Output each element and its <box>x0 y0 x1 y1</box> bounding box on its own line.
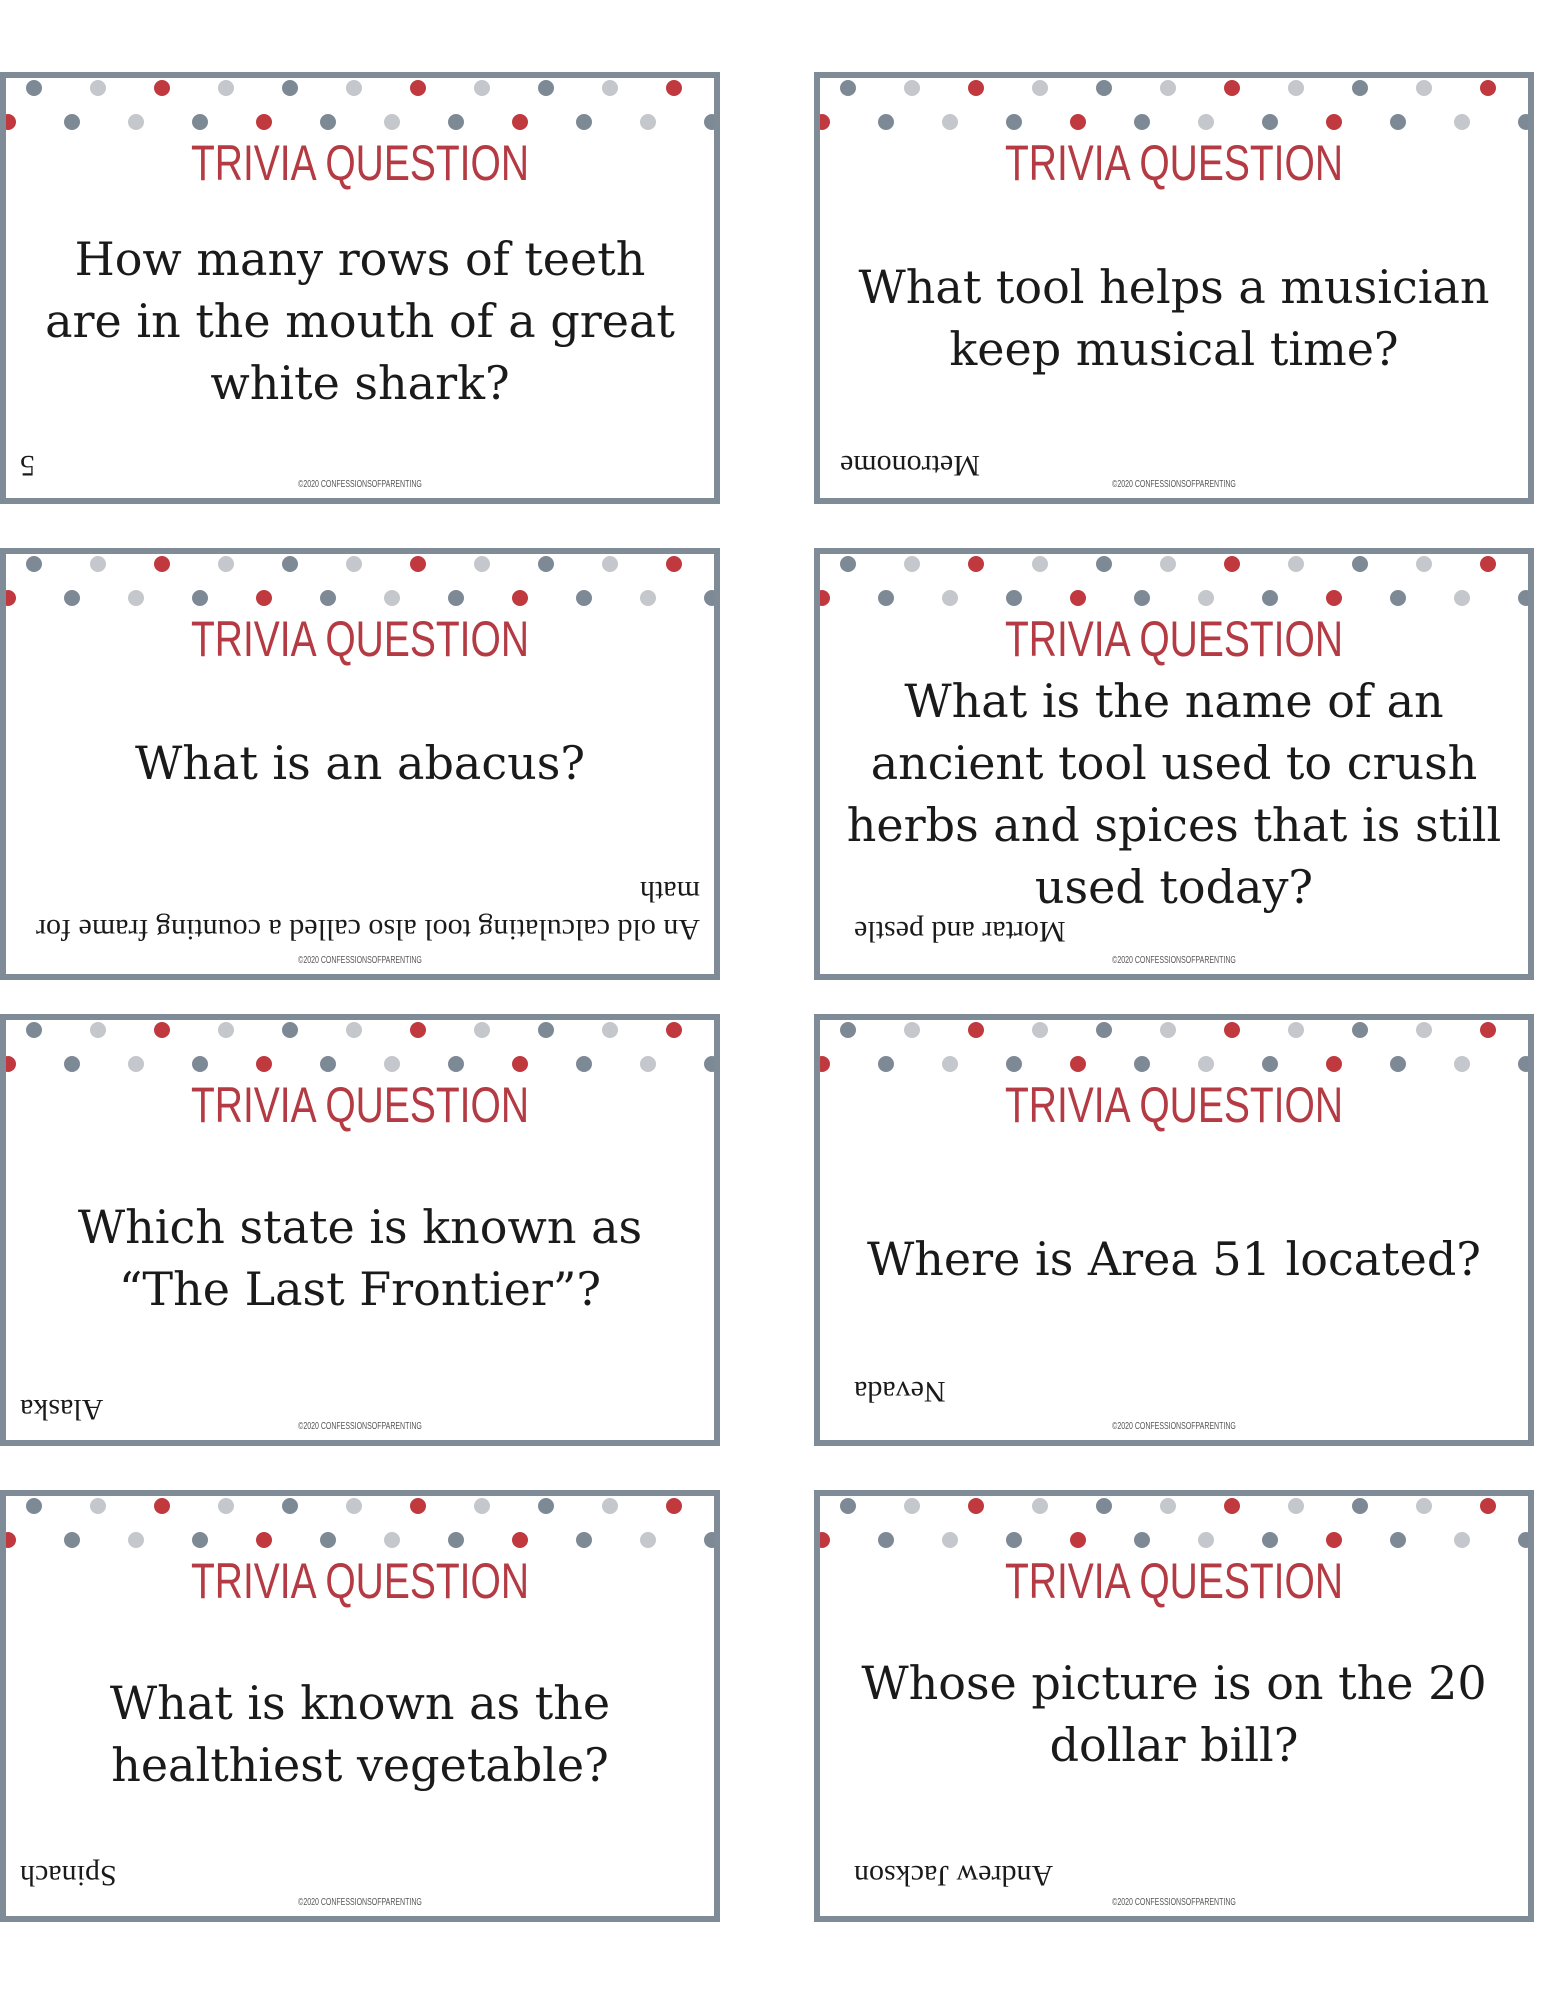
polka-dot <box>820 1532 830 1548</box>
polka-dot <box>1326 590 1342 606</box>
copyright-text: ©2020 CONFESSIONSOFPARENTING <box>1112 1421 1236 1432</box>
polka-dot <box>320 1056 336 1072</box>
polka-dot <box>640 114 656 130</box>
copyright-text: ©2020 CONFESSIONSOFPARENTING <box>298 1897 422 1908</box>
question-text: What is an abacus? <box>134 736 585 790</box>
copyright-text: ©2020 CONFESSIONSOFPARENTING <box>298 955 422 966</box>
polka-dot <box>154 1498 170 1514</box>
polka-dot <box>666 1022 682 1038</box>
polka-dot <box>1518 590 1528 606</box>
polka-dot <box>448 590 464 606</box>
polka-dot <box>904 556 920 572</box>
polka-dot <box>1070 1056 1086 1072</box>
answer-text: Alaska <box>20 1393 104 1426</box>
trivia-card-2 <box>814 72 1534 504</box>
copyright-text: ©2020 CONFESSIONSOFPARENTING <box>298 479 422 490</box>
polka-dot <box>512 1532 528 1548</box>
polka-dot <box>840 556 856 572</box>
polka-dot <box>1390 1532 1406 1548</box>
trivia-card-8 <box>814 1490 1534 1922</box>
polka-dot <box>1288 556 1304 572</box>
polka-dot <box>1070 590 1086 606</box>
polka-dot <box>282 1498 298 1514</box>
polka-dot <box>1390 114 1406 130</box>
copyright-text: ©2020 CONFESSIONSOFPARENTING <box>298 1421 422 1432</box>
polka-dot <box>6 1532 16 1548</box>
trivia-card-7 <box>0 1490 720 1922</box>
card-title: TRIVIA QUESTION <box>190 1077 530 1133</box>
polka-dot <box>256 114 272 130</box>
polka-dot <box>1224 1498 1240 1514</box>
card-title: TRIVIA QUESTION <box>1004 1077 1344 1133</box>
polka-dot <box>576 114 592 130</box>
polka-dot <box>1326 1532 1342 1548</box>
polka-dot <box>942 1532 958 1548</box>
answer-text: Mortar and pestle <box>854 915 1066 948</box>
polka-dot <box>576 1056 592 1072</box>
polka-dot <box>840 80 856 96</box>
polka-dot <box>384 590 400 606</box>
card-title: TRIVIA QUESTION <box>190 1553 530 1609</box>
polka-dot <box>1032 80 1048 96</box>
polka-dot <box>6 114 16 130</box>
polka-dot <box>640 590 656 606</box>
polka-dot <box>154 80 170 96</box>
polka-dot-banner <box>6 554 714 614</box>
polka-dot <box>256 590 272 606</box>
polka-dot <box>474 1498 490 1514</box>
polka-dot <box>192 590 208 606</box>
polka-dot-banner <box>6 1496 714 1556</box>
polka-dot <box>1032 556 1048 572</box>
polka-dot <box>410 1022 426 1038</box>
polka-dot <box>384 114 400 130</box>
polka-dot <box>1134 114 1150 130</box>
polka-dot <box>1518 1532 1528 1548</box>
polka-dot-banner <box>820 1496 1528 1556</box>
polka-dot <box>346 1498 362 1514</box>
polka-dot <box>320 114 336 130</box>
polka-dot <box>26 1498 42 1514</box>
polka-dot <box>320 1532 336 1548</box>
polka-dot <box>90 1022 106 1038</box>
polka-dot <box>640 1056 656 1072</box>
polka-dot <box>602 1498 618 1514</box>
answer-text: An old calculating tool also called a counting frame for math <box>36 875 700 946</box>
polka-dot <box>602 1022 618 1038</box>
polka-dot <box>1032 1498 1048 1514</box>
polka-dot <box>1416 1022 1432 1038</box>
polka-dot <box>640 1532 656 1548</box>
polka-dot <box>904 1498 920 1514</box>
polka-dot <box>64 1056 80 1072</box>
polka-dot <box>576 1532 592 1548</box>
polka-dot <box>1198 114 1214 130</box>
polka-dot <box>1390 590 1406 606</box>
polka-dot <box>346 556 362 572</box>
polka-dot <box>968 1022 984 1038</box>
polka-dot-banner <box>6 78 714 138</box>
trivia-card-4 <box>814 548 1534 980</box>
polka-dot <box>1390 1056 1406 1072</box>
polka-dot <box>1006 590 1022 606</box>
polka-dot <box>128 1532 144 1548</box>
polka-dot <box>128 590 144 606</box>
polka-dot <box>538 1498 554 1514</box>
copyright-text: ©2020 CONFESSIONSOFPARENTING <box>1112 955 1236 966</box>
polka-dot <box>1224 556 1240 572</box>
polka-dot <box>820 1056 830 1072</box>
polka-dot <box>26 1022 42 1038</box>
polka-dot <box>878 1056 894 1072</box>
answer-text: Spinach <box>20 1859 117 1892</box>
polka-dot <box>6 1056 16 1072</box>
polka-dot <box>1070 114 1086 130</box>
polka-dot <box>1352 80 1368 96</box>
polka-dot <box>1262 1056 1278 1072</box>
polka-dot <box>1326 1056 1342 1072</box>
polka-dot <box>346 1022 362 1038</box>
polka-dot <box>1416 80 1432 96</box>
polka-dot <box>1352 1022 1368 1038</box>
polka-dot <box>1198 590 1214 606</box>
polka-dot <box>192 1532 208 1548</box>
polka-dot <box>1518 1056 1528 1072</box>
polka-dot <box>384 1532 400 1548</box>
polka-dot <box>218 1498 234 1514</box>
question-text: What tool helps a musician keep musical time? <box>858 260 1490 376</box>
polka-dot <box>1480 1022 1496 1038</box>
trivia-card-1 <box>0 72 720 504</box>
polka-dot <box>346 80 362 96</box>
polka-dot <box>1480 80 1496 96</box>
polka-dot <box>968 556 984 572</box>
polka-dot <box>256 1532 272 1548</box>
polka-dot <box>1006 1056 1022 1072</box>
polka-dot <box>538 80 554 96</box>
answer-text: Andrew Jackson <box>854 1859 1054 1892</box>
polka-dot <box>1262 1532 1278 1548</box>
question-text: Whose picture is on the 20 dollar bill? <box>861 1656 1487 1772</box>
polka-dot <box>1096 556 1112 572</box>
polka-dot <box>1262 590 1278 606</box>
polka-dot <box>1160 1498 1176 1514</box>
polka-dot <box>1096 1498 1112 1514</box>
polka-dot <box>666 80 682 96</box>
polka-dot <box>1224 80 1240 96</box>
polka-dot <box>218 1022 234 1038</box>
polka-dot <box>904 80 920 96</box>
polka-dot <box>90 1498 106 1514</box>
polka-dot <box>320 590 336 606</box>
polka-dot <box>128 1056 144 1072</box>
polka-dot <box>410 80 426 96</box>
polka-dot <box>154 1022 170 1038</box>
polka-dot <box>256 1056 272 1072</box>
polka-dot <box>282 556 298 572</box>
polka-dot <box>512 114 528 130</box>
polka-dot <box>1326 114 1342 130</box>
polka-dot <box>192 114 208 130</box>
polka-dot <box>1070 1532 1086 1548</box>
polka-dot <box>1288 1498 1304 1514</box>
trivia-card-6 <box>814 1014 1534 1446</box>
polka-dot-banner <box>820 1020 1528 1080</box>
polka-dot <box>1160 80 1176 96</box>
polka-dot <box>410 1498 426 1514</box>
polka-dot <box>602 80 618 96</box>
question-text: Which state is known as “The Last Frontier”? <box>77 1200 643 1316</box>
polka-dot <box>512 590 528 606</box>
polka-dot <box>26 80 42 96</box>
answer-text: 5 <box>20 449 35 482</box>
polka-dot <box>820 114 830 130</box>
polka-dot <box>26 556 42 572</box>
polka-dot <box>1416 556 1432 572</box>
polka-dot <box>64 1532 80 1548</box>
polka-dot <box>1096 1022 1112 1038</box>
polka-dot <box>1416 1498 1432 1514</box>
copyright-text: ©2020 CONFESSIONSOFPARENTING <box>1112 1897 1236 1908</box>
polka-dot <box>192 1056 208 1072</box>
polka-dot <box>1454 1056 1470 1072</box>
polka-dot <box>704 1056 714 1072</box>
polka-dot <box>1134 1532 1150 1548</box>
polka-dot <box>448 1056 464 1072</box>
polka-dot <box>878 590 894 606</box>
polka-dot <box>968 1498 984 1514</box>
polka-dot <box>282 1022 298 1038</box>
copyright-text: ©2020 CONFESSIONSOFPARENTING <box>1112 479 1236 490</box>
question-text: Where is Area 51 located? <box>867 1232 1481 1286</box>
polka-dot <box>942 114 958 130</box>
polka-dot <box>1134 1056 1150 1072</box>
polka-dot <box>90 556 106 572</box>
polka-dot <box>538 1022 554 1038</box>
polka-dot <box>602 556 618 572</box>
polka-dot <box>218 556 234 572</box>
polka-dot <box>1160 556 1176 572</box>
polka-dot <box>1454 114 1470 130</box>
polka-dot-banner <box>820 78 1528 138</box>
polka-dot <box>1480 1498 1496 1514</box>
polka-dot <box>1134 590 1150 606</box>
polka-dot <box>154 556 170 572</box>
polka-dot <box>282 80 298 96</box>
polka-dot <box>1518 114 1528 130</box>
polka-dot <box>942 590 958 606</box>
polka-dot <box>840 1022 856 1038</box>
polka-dot <box>1454 590 1470 606</box>
polka-dot <box>448 114 464 130</box>
polka-dot <box>538 556 554 572</box>
polka-dot <box>704 1532 714 1548</box>
polka-dot <box>1352 556 1368 572</box>
trivia-card-3 <box>0 548 720 980</box>
polka-dot <box>1160 1022 1176 1038</box>
polka-dot <box>128 114 144 130</box>
polka-dot-banner <box>6 1020 714 1080</box>
card-title: TRIVIA QUESTION <box>1004 611 1344 667</box>
question-text: How many rows of teeth are in the mouth of a great white shark? <box>45 232 675 410</box>
answer-text: Metronome <box>840 449 980 482</box>
polka-dot <box>666 556 682 572</box>
polka-dot <box>384 1056 400 1072</box>
polka-dot <box>1352 1498 1368 1514</box>
polka-dot <box>90 80 106 96</box>
polka-dot <box>474 1022 490 1038</box>
polka-dot <box>1480 556 1496 572</box>
polka-dot <box>1032 1022 1048 1038</box>
polka-dot <box>512 1056 528 1072</box>
polka-dot <box>666 1498 682 1514</box>
card-title: TRIVIA QUESTION <box>1004 135 1344 191</box>
card-title: TRIVIA QUESTION <box>1004 1553 1344 1609</box>
polka-dot <box>1006 1532 1022 1548</box>
polka-dot <box>64 590 80 606</box>
polka-dot <box>1454 1532 1470 1548</box>
polka-dot <box>942 1056 958 1072</box>
polka-dot <box>448 1532 464 1548</box>
polka-dot <box>218 80 234 96</box>
polka-dot <box>904 1022 920 1038</box>
polka-dot <box>1288 1022 1304 1038</box>
polka-dot <box>840 1498 856 1514</box>
polka-dot <box>64 114 80 130</box>
polka-dot <box>576 590 592 606</box>
question-text: What is the name of an ancient tool used to crush herbs and spices that is still used today? <box>846 674 1502 914</box>
polka-dot <box>1198 1532 1214 1548</box>
answer-text: Nevada <box>854 1375 946 1408</box>
polka-dot <box>878 114 894 130</box>
polka-dot <box>878 1532 894 1548</box>
polka-dot <box>1096 80 1112 96</box>
polka-dot <box>474 80 490 96</box>
polka-dot <box>1262 114 1278 130</box>
polka-dot <box>1006 114 1022 130</box>
polka-dot <box>1288 80 1304 96</box>
card-title: TRIVIA QUESTION <box>190 135 530 191</box>
polka-dot <box>1224 1022 1240 1038</box>
polka-dot <box>474 556 490 572</box>
polka-dot <box>1198 1056 1214 1072</box>
trivia-card-5 <box>0 1014 720 1446</box>
polka-dot <box>820 590 830 606</box>
polka-dot <box>410 556 426 572</box>
polka-dot <box>704 590 714 606</box>
polka-dot <box>6 590 16 606</box>
card-title: TRIVIA QUESTION <box>190 611 530 667</box>
polka-dot-banner <box>820 554 1528 614</box>
question-text: What is known as the healthiest vegetable? <box>109 1676 611 1792</box>
polka-dot <box>968 80 984 96</box>
polka-dot <box>704 114 714 130</box>
